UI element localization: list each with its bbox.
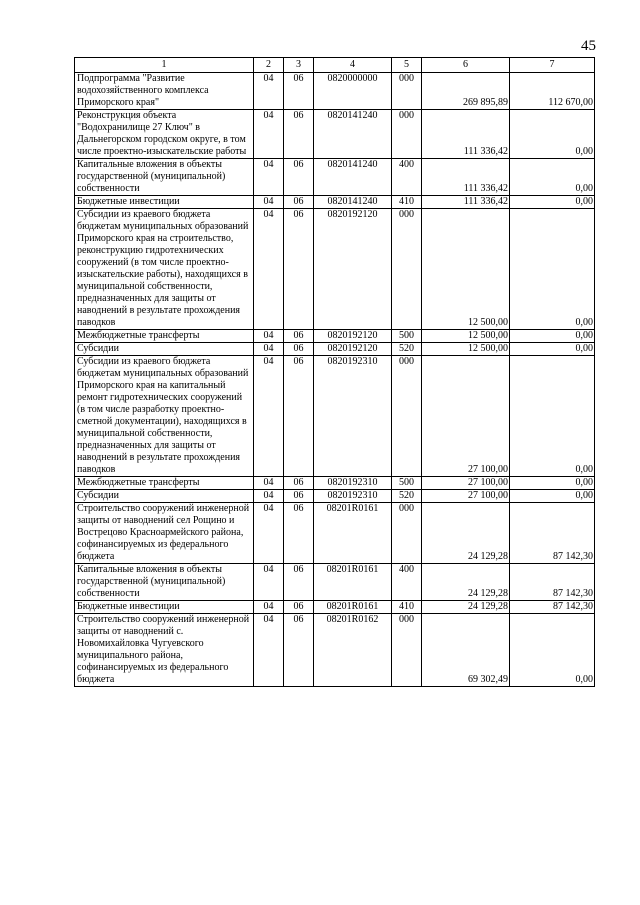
row-name-cell: Строительство сооружений инженерной защиты от наводнений сел Рощино и Вострецово Красноармейского района, софинансируемых из федерального бюджета: [75, 503, 254, 564]
table-row: [75, 330, 595, 343]
subsection-code-cell: 06: [284, 356, 314, 477]
expense-type-cell: 000: [392, 614, 422, 687]
expense-type-cell: 410: [392, 601, 422, 614]
subsection-code-cell: 06: [284, 330, 314, 343]
table-row: [75, 490, 595, 503]
section-code-cell: 04: [254, 110, 284, 159]
subsection-code-cell: 06: [284, 601, 314, 614]
subsection-code-cell: 06: [284, 564, 314, 601]
row-name-cell: Бюджетные инвестиции: [75, 601, 254, 614]
table-row: [75, 564, 595, 601]
subsection-code-cell: 06: [284, 614, 314, 687]
subsection-code-cell: 06: [284, 209, 314, 330]
amount-year1-cell: 111 336,42: [422, 196, 510, 209]
subsection-code-cell: 06: [284, 477, 314, 490]
amount-year1-cell: 27 100,00: [422, 490, 510, 503]
section-code-cell: 04: [254, 209, 284, 330]
expense-type-cell: 400: [392, 564, 422, 601]
amount-year2-cell: 0,00: [510, 477, 595, 490]
expense-type-cell: 000: [392, 209, 422, 330]
amount-year2-cell: 0,00: [510, 343, 595, 356]
header-cell: 1: [75, 58, 254, 73]
amount-year1-cell: 24 129,28: [422, 564, 510, 601]
expense-type-cell: 500: [392, 330, 422, 343]
amount-year2-cell: 87 142,30: [510, 564, 595, 601]
row-name-cell: Капитальные вложения в объекты государственной (муниципальной) собственности: [75, 564, 254, 601]
row-name-cell: Межбюджетные трансферты: [75, 330, 254, 343]
section-code-cell: 04: [254, 159, 284, 196]
header-cell: 7: [510, 58, 595, 73]
amount-year2-cell: 0,00: [510, 490, 595, 503]
target-article-cell: 0820192120: [314, 343, 392, 356]
section-code-cell: 04: [254, 343, 284, 356]
header-cell: 2: [254, 58, 284, 73]
amount-year1-cell: 111 336,42: [422, 110, 510, 159]
expense-type-cell: 000: [392, 110, 422, 159]
section-code-cell: 04: [254, 196, 284, 209]
amount-year1-cell: 24 129,28: [422, 601, 510, 614]
expense-type-cell: 520: [392, 343, 422, 356]
section-code-cell: 04: [254, 73, 284, 110]
table-row: [75, 601, 595, 614]
table-row: [75, 356, 595, 477]
table-row: [75, 110, 595, 159]
section-code-cell: 04: [254, 601, 284, 614]
expense-type-cell: 520: [392, 490, 422, 503]
amount-year1-cell: 27 100,00: [422, 477, 510, 490]
amount-year1-cell: 24 129,28: [422, 503, 510, 564]
row-name-cell: Реконструкция объекта "Водохранилище 27 Ключ" в Дальнегорском городском округе, в том числе проектно-изыскательские работы: [75, 110, 254, 159]
target-article-cell: 08201R0162: [314, 614, 392, 687]
target-article-cell: 08201R0161: [314, 503, 392, 564]
table-row: [75, 614, 595, 687]
table-row: [75, 343, 595, 356]
amount-year1-cell: 12 500,00: [422, 343, 510, 356]
row-name-cell: Субсидии из краевого бюджета бюджетам муниципальных образований Приморского края на строительство, реконструкцию гидротехнических сооружений (в том числе проектно-изыскательские работы), находящихся в муниципальной собственности, предназначенных для защиты от наводнений в результате прохождения паводков: [75, 209, 254, 330]
amount-year2-cell: 0,00: [510, 110, 595, 159]
expense-type-cell: 000: [392, 356, 422, 477]
expense-type-cell: 410: [392, 196, 422, 209]
row-name-cell: Субсидии из краевого бюджета бюджетам муниципальных образований Приморского края на капитальный ремонт гидротехнических сооружений (в том числе разработку проектно-сметной документации), находящихся в муниципальной собственности, предназначенных для защиты от наводнений в результате прохождения паводков: [75, 356, 254, 477]
target-article-cell: 0820141240: [314, 110, 392, 159]
section-code-cell: 04: [254, 477, 284, 490]
page-number: 45: [581, 38, 596, 54]
subsection-code-cell: 06: [284, 110, 314, 159]
target-article-cell: 0820192310: [314, 356, 392, 477]
expense-type-cell: 400: [392, 159, 422, 196]
header-row: [75, 58, 595, 73]
amount-year2-cell: 0,00: [510, 209, 595, 330]
table-row: [75, 196, 595, 209]
budget-table: [74, 57, 595, 687]
row-name-cell: Межбюджетные трансферты: [75, 477, 254, 490]
table-header: [75, 58, 595, 73]
amount-year1-cell: 12 500,00: [422, 330, 510, 343]
section-code-cell: 04: [254, 356, 284, 477]
section-code-cell: 04: [254, 330, 284, 343]
amount-year2-cell: 0,00: [510, 356, 595, 477]
subsection-code-cell: 06: [284, 73, 314, 110]
section-code-cell: 04: [254, 564, 284, 601]
expense-type-cell: 500: [392, 477, 422, 490]
row-name-cell: Бюджетные инвестиции: [75, 196, 254, 209]
amount-year1-cell: 69 302,49: [422, 614, 510, 687]
target-article-cell: 0820192310: [314, 490, 392, 503]
target-article-cell: 0820141240: [314, 196, 392, 209]
amount-year1-cell: 27 100,00: [422, 356, 510, 477]
header-cell: 3: [284, 58, 314, 73]
target-article-cell: 08201R0161: [314, 564, 392, 601]
amount-year1-cell: 111 336,42: [422, 159, 510, 196]
header-cell: 6: [422, 58, 510, 73]
header-cell: 5: [392, 58, 422, 73]
amount-year2-cell: 0,00: [510, 330, 595, 343]
subsection-code-cell: 06: [284, 196, 314, 209]
subsection-code-cell: 06: [284, 490, 314, 503]
table-row: [75, 73, 595, 110]
row-name-cell: Строительство сооружений инженерной защиты от наводнений с. Новомихайловка Чугуевского муниципального района, софинансируемых из федерального бюджета: [75, 614, 254, 687]
table-row: [75, 503, 595, 564]
subsection-code-cell: 06: [284, 343, 314, 356]
amount-year2-cell: 112 670,00: [510, 73, 595, 110]
row-name-cell: Субсидии: [75, 490, 254, 503]
header-cell: 4: [314, 58, 392, 73]
amount-year1-cell: 12 500,00: [422, 209, 510, 330]
amount-year2-cell: 87 142,30: [510, 601, 595, 614]
amount-year2-cell: 87 142,30: [510, 503, 595, 564]
section-code-cell: 04: [254, 614, 284, 687]
subsection-code-cell: 06: [284, 159, 314, 196]
target-article-cell: 0820141240: [314, 159, 392, 196]
expense-type-cell: 000: [392, 73, 422, 110]
amount-year2-cell: 0,00: [510, 159, 595, 196]
section-code-cell: 04: [254, 490, 284, 503]
target-article-cell: 0820192120: [314, 209, 392, 330]
target-article-cell: 0820192120: [314, 330, 392, 343]
row-name-cell: Капитальные вложения в объекты государственной (муниципальной) собственности: [75, 159, 254, 196]
amount-year1-cell: 269 895,89: [422, 73, 510, 110]
amount-year2-cell: 0,00: [510, 196, 595, 209]
table-row: [75, 209, 595, 330]
table-row: [75, 477, 595, 490]
expense-type-cell: 000: [392, 503, 422, 564]
section-code-cell: 04: [254, 503, 284, 564]
target-article-cell: 0820000000: [314, 73, 392, 110]
table-body: [75, 73, 595, 687]
target-article-cell: 0820192310: [314, 477, 392, 490]
subsection-code-cell: 06: [284, 503, 314, 564]
row-name-cell: Субсидии: [75, 343, 254, 356]
amount-year2-cell: 0,00: [510, 614, 595, 687]
table-row: [75, 159, 595, 196]
row-name-cell: Подпрограмма "Развитие водохозяйственного комплекса Приморского края": [75, 73, 254, 110]
target-article-cell: 08201R0161: [314, 601, 392, 614]
